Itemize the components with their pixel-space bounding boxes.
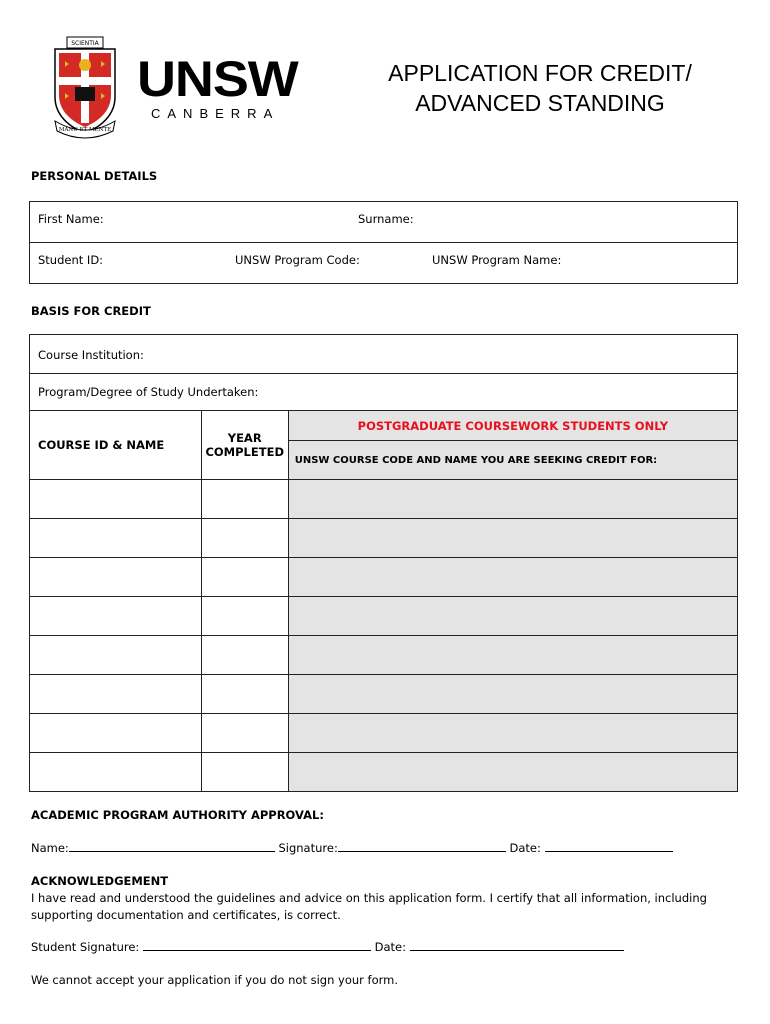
title-line-2: ADVANCED STANDING: [415, 90, 665, 116]
crest-motto: MANU ET MENTE: [58, 127, 112, 133]
course-cell[interactable]: [30, 597, 202, 636]
table-row: [30, 636, 738, 675]
unsw-course-cell[interactable]: [288, 519, 737, 558]
unsw-wordmark: [137, 51, 298, 121]
table-row: [30, 519, 738, 558]
table-row: [30, 714, 738, 753]
basis-heading: BASIS FOR CREDIT: [31, 304, 151, 318]
approval-name-field[interactable]: [69, 851, 275, 852]
sign-warning: We cannot accept your application if you do not sign your form.: [31, 973, 398, 987]
year-cell[interactable]: [201, 597, 288, 636]
surname-field[interactable]: Surname:: [358, 212, 414, 226]
year-cell[interactable]: [201, 480, 288, 519]
approval-date-label: Date:: [509, 841, 541, 855]
col-course-header: COURSE ID & NAME: [30, 411, 202, 480]
unsw-course-cell[interactable]: [288, 597, 737, 636]
title-line-1: APPLICATION FOR CREDIT/: [388, 60, 692, 86]
course-table: [29, 410, 738, 792]
approval-name-label: Name:: [31, 841, 69, 855]
table-row: [30, 558, 738, 597]
col-year-header: YEAR COMPLETED: [201, 411, 288, 480]
table-row: [30, 753, 738, 792]
approval-date-field[interactable]: [545, 851, 673, 852]
approval-heading: ACADEMIC PROGRAM AUTHORITY APPROVAL:: [31, 808, 324, 822]
student-signature-field[interactable]: [143, 950, 371, 951]
logo-word: UNSW: [137, 51, 298, 107]
year-cell[interactable]: [201, 636, 288, 675]
acknowledgement-text-2: supporting documentation and certificates, is correct.: [31, 908, 341, 922]
approval-signature-field[interactable]: [338, 851, 506, 852]
table-row: [30, 597, 738, 636]
year-cell[interactable]: [201, 675, 288, 714]
form-title: [360, 58, 720, 118]
acknowledgement-heading: ACKNOWLEDGEMENT: [31, 874, 169, 888]
unsw-course-cell[interactable]: [288, 558, 737, 597]
unsw-course-cell[interactable]: [288, 636, 737, 675]
student-signature-line: [31, 940, 624, 954]
course-cell[interactable]: [30, 675, 202, 714]
unsw-course-cell[interactable]: [288, 480, 737, 519]
student-signature-label: Student Signature:: [31, 940, 140, 954]
program-degree-field[interactable]: Program/Degree of Study Undertaken:: [38, 385, 259, 399]
unsw-course-cell[interactable]: [288, 714, 737, 753]
course-cell[interactable]: [30, 480, 202, 519]
pg-only-label: POSTGRADUATE COURSEWORK STUDENTS ONLY: [288, 411, 737, 441]
student-date-label: Date:: [374, 940, 406, 954]
acknowledgement-text-1: I have read and understood the guidelines and advice on this application form. I certify that all information, including: [31, 891, 707, 905]
table-row: [30, 675, 738, 714]
year-cell[interactable]: [201, 714, 288, 753]
student-id-field[interactable]: Student ID:: [38, 253, 104, 267]
program-code-field[interactable]: UNSW Program Code:: [235, 253, 360, 267]
col-unsw-header: UNSW COURSE CODE AND NAME YOU ARE SEEKING CREDIT FOR:: [288, 441, 737, 480]
course-cell[interactable]: [30, 558, 202, 597]
year-cell[interactable]: [201, 558, 288, 597]
first-name-field[interactable]: First Name:: [38, 212, 104, 226]
year-cell[interactable]: [201, 753, 288, 792]
table-row: [30, 480, 738, 519]
personal-details-heading: PERSONAL DETAILS: [31, 169, 158, 183]
year-cell[interactable]: [201, 519, 288, 558]
unsw-crest-logo: [51, 35, 119, 139]
course-cell[interactable]: [30, 753, 202, 792]
unsw-course-cell[interactable]: [288, 675, 737, 714]
course-cell[interactable]: [30, 519, 202, 558]
course-cell[interactable]: [30, 714, 202, 753]
logo-sub: CANBERRA: [151, 106, 280, 121]
course-cell[interactable]: [30, 636, 202, 675]
student-date-field[interactable]: [410, 950, 624, 951]
unsw-course-cell[interactable]: [288, 753, 737, 792]
program-name-field[interactable]: UNSW Program Name:: [432, 253, 562, 267]
approval-signature-label: Signature:: [278, 841, 338, 855]
crest-banner: SCIENTIA: [71, 40, 99, 47]
approval-line: [31, 841, 673, 855]
basis-box: [29, 334, 738, 411]
institution-field[interactable]: Course Institution:: [38, 348, 144, 362]
